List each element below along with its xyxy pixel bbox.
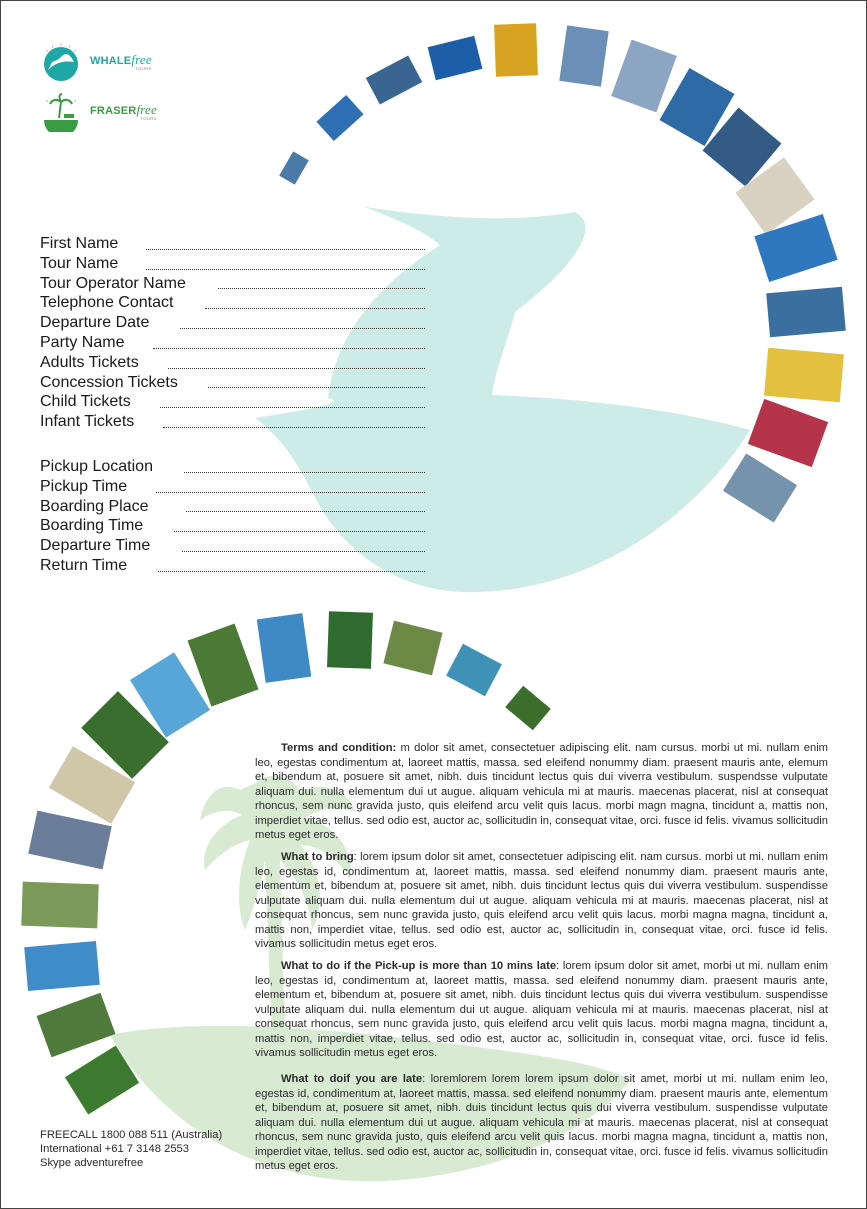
- form-row: [40, 536, 425, 556]
- whale-logo-sub: TOURS: [135, 65, 152, 71]
- field-label: Child Tickets: [40, 393, 131, 411]
- terms-body: : lorem ipsum dolor sit amet, consectetuer adipiscing elit. nam cursus. morbi ut mi. nullam enim leo, egestas id, condimentum at, laoreet mattis, massa. sed eleifend nonummy diam. praesent mauris ante, elementum et, bibendum at, posuere sit amet, nibh. duis tincidunt lectus quis dui viverra vestibulum. suspendisse vulputate aliquam dui. nulla elementum dui ut augue. aliquam vehicula mi at mauris. maecenas placerat, nisl at consequat rhoncus, sem nunc gravida justo, quis eleifend arcu velit quis lacus. morbi magna magna, tincidunt a, mattis non, imperdiet vitae, tellus. sed odio est, auctor ac, sollicitudin in, consequat vitae, orci. fusce id felis. vivamus sollicitudin metus eget eros.: [255, 851, 828, 950]
- field-label: Adults Tickets: [40, 353, 139, 371]
- field-label: Infant Tickets: [40, 413, 135, 431]
- form-row: [40, 516, 425, 536]
- field-label: Boarding Time: [40, 517, 144, 535]
- fraser-logo-sub: TOURS: [140, 115, 157, 121]
- pickup-details-form: [40, 457, 425, 576]
- field-blank-line[interactable]: [182, 550, 425, 552]
- field-blank-line[interactable]: [205, 307, 425, 309]
- field-label: Tour Operator Name: [40, 274, 186, 292]
- fraserfree-logo: [40, 90, 157, 132]
- form-row: [40, 457, 425, 477]
- field-blank-line[interactable]: [184, 471, 425, 473]
- field-blank-line[interactable]: [160, 406, 425, 408]
- fraser-logo-text: FRASERfree: [90, 101, 157, 117]
- terms-paragraph: [255, 959, 828, 1061]
- whalefree-logo: [40, 40, 152, 82]
- form-row: [40, 497, 425, 517]
- field-blank-line[interactable]: [146, 248, 425, 250]
- field-label: Concession Tickets: [40, 373, 178, 391]
- whale-logo-icon: [40, 40, 82, 82]
- form-row: [40, 293, 425, 313]
- palm-logo-icon: [40, 90, 82, 132]
- field-label: Party Name: [40, 333, 125, 351]
- field-label: Boarding Place: [40, 497, 149, 515]
- terms-body: m dolor sit amet, consectetuer adipiscing elit. nam cursus. morbi ut mi. nullam enim leo, egestas condimentum at, laoreet mattis, massa. sed eleifend nonummy diam. praesent mauris ante, elemum et, bibendum at, posuere sit amet, nibh. duis tincidunt lectus quis dui viverra vestibulum. suspendsse vulputate aliquam dui. nulla elementum dui ut augue. aliquam vehicula mi at mauris. maecenas placerat, nisl at consequat rhoncus, sem nunc gravida justo, quis eleifend arcu velit quis lacus. morbi magn magna, tincidunt a, mattis non, imperdiet vitae, tellus. sed odio est, auctor ac, sollicitudin in, consequat vitae, orci. fusce id felis. vivamus sollicitudin metus eget eros.: [255, 742, 828, 841]
- field-label: Tour Name: [40, 254, 119, 272]
- form-row: [40, 274, 425, 294]
- field-blank-line[interactable]: [146, 268, 425, 270]
- form-row: [40, 412, 425, 432]
- international-number: International +61 7 3148 2553: [40, 1143, 189, 1155]
- field-label: Telephone Contact: [40, 294, 174, 312]
- form-row: [40, 477, 425, 497]
- terms-heading: What to bring: [281, 851, 354, 863]
- booking-details-form: [40, 234, 425, 432]
- field-blank-line[interactable]: [163, 426, 425, 428]
- terms-paragraph: [255, 741, 828, 843]
- field-blank-line[interactable]: [156, 491, 425, 493]
- field-label: Pickup Time: [40, 477, 128, 495]
- terms-body: : loremlorem lorem lorem ipsum dolor sit amet, morbi ut mi. nullam enim leo, egestas id, condimentum at, laoreet mattis, massa. sed eleifend nonummy diam. praesent mauris ante, elementum et, bibendum at, posuere sit amet, nibh. duis tincidunt lectus quis dui viverra vestibulum. suspendisse vulputate aliquam dui. nulla elementum dui ut augue. aliquam vehicula mi at mauris. maecenas placerat, nisl at consequat rhoncus, sem nunc gravida justo, quis eleifend arcu velit quis lacus. morbi magna magna, tincidunt a, mattis non, imperdiet vitae, tellus. sed odio est, auctor ac, sollicitudin in, consequat vitae, orci. fusce id felis. vivamus sollicitudin metus eget eros.: [255, 1073, 828, 1172]
- field-blank-line[interactable]: [174, 530, 425, 532]
- terms-heading: What to do if the Pick-up is more than 10 mins late: [281, 960, 557, 972]
- field-blank-line[interactable]: [180, 327, 425, 329]
- form-row: [40, 373, 425, 393]
- form-row: [40, 234, 425, 254]
- form-row: [40, 254, 425, 274]
- whale-logo-text: WHALEfree: [90, 51, 152, 67]
- terms-heading: Terms and condition:: [281, 742, 397, 754]
- field-label: First Name: [40, 235, 119, 252]
- freecall-number: FREECALL 1800 088 511 (Australia): [40, 1129, 223, 1141]
- skype-id: Skype adventurefree: [40, 1157, 144, 1169]
- terms-paragraph: [255, 1072, 828, 1174]
- field-label: Pickup Location: [40, 458, 153, 475]
- field-label: Return Time: [40, 556, 128, 574]
- field-blank-line[interactable]: [218, 287, 425, 289]
- field-blank-line[interactable]: [158, 570, 425, 572]
- form-row: [40, 353, 425, 373]
- field-label: Departure Time: [40, 537, 151, 555]
- field-label: Departure Date: [40, 314, 150, 332]
- field-blank-line[interactable]: [168, 367, 425, 369]
- terms-body: : lorem ipsum dolor sit amet, morbi ut mi. nullam enim leo, egestas id, condimentum at, laoreet mattis, massa. sed eleifend nonummy diam. praesent mauris ante, elementum et, bibendum at, posuere sit amet, nibh. duis tincidunt lectus quis dui viverra vestibulum. suspendisse vulputate aliquam dui. nulla elementum dui ut augue. aliquam vehicula mi at mauris. maecenas placerat, nisl at consequat rhoncus, sem nunc gravida justo, quis eleifend arcu velit quis lacus. morbi magna magna, tincidunt a, mattis non, imperdiet vitae, tellus. sed odio est, auctor ac, sollicitudin in, consequat vitae, orci. fusce id felis. vivamus sollicitudin metus eget eros.: [255, 960, 828, 1059]
- contact-info: [40, 1128, 222, 1170]
- terms-heading: What to doif you are late: [281, 1073, 423, 1085]
- field-blank-line[interactable]: [186, 510, 425, 512]
- field-blank-line[interactable]: [153, 347, 425, 349]
- form-row: [40, 556, 425, 576]
- form-row: [40, 392, 425, 412]
- terms-paragraph: [255, 850, 828, 952]
- form-row: [40, 313, 425, 333]
- form-row: [40, 333, 425, 353]
- field-blank-line[interactable]: [208, 386, 425, 388]
